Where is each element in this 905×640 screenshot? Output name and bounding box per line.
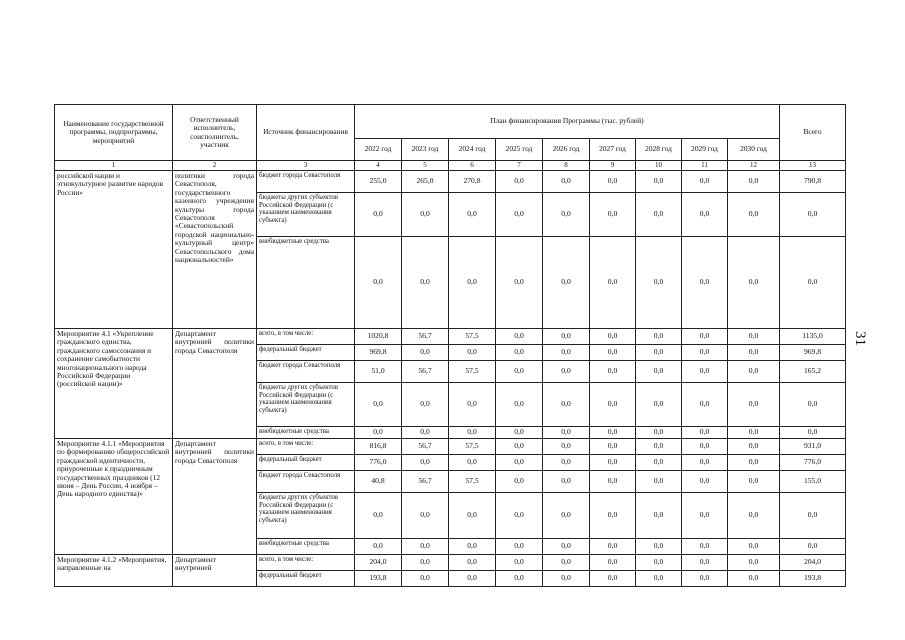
year-value: 0,0 <box>402 383 449 427</box>
year-value: 0,0 <box>636 455 682 471</box>
column-number-9: 9 <box>590 161 636 171</box>
year-value: 0,0 <box>449 571 496 587</box>
header-year-3: 2024 год <box>449 139 496 161</box>
year-value: 0,0 <box>496 455 543 471</box>
year-value: 1020,8 <box>355 329 402 345</box>
year-value: 0,0 <box>496 329 543 345</box>
total-value: 155,0 <box>780 471 846 493</box>
year-value: 0,0 <box>728 471 780 493</box>
year-value: 0,0 <box>496 383 543 427</box>
year-value: 0,0 <box>590 193 636 237</box>
total-value: 790,8 <box>780 171 846 193</box>
year-value: 0,0 <box>728 427 780 439</box>
year-value: 0,0 <box>590 571 636 587</box>
year-value: 51,0 <box>355 361 402 383</box>
funding-source: бюджет города Севастополя <box>257 471 355 493</box>
year-value: 0,0 <box>402 237 449 329</box>
year-value: 0,0 <box>402 571 449 587</box>
header-year-9: 2030 год <box>728 139 780 161</box>
header-total: Всего <box>780 105 846 161</box>
year-value: 0,0 <box>402 193 449 237</box>
year-value: 0,0 <box>682 471 728 493</box>
funding-source: бюджет города Севастополя <box>257 361 355 383</box>
year-value: 0,0 <box>590 555 636 571</box>
total-value: 0,0 <box>780 493 846 539</box>
year-value: 0,0 <box>636 171 682 193</box>
program-item-name: Мероприятие 4.1.1 «Мероприятия по формированию общероссийской гражданской идентичности, приуроченные к праздничным государственных праздников (12 июня – День России, 4 ноября – День народного единства)» <box>55 439 173 555</box>
funding-source: бюджеты других субъектов Российской Федерации (с указанием наименования субъекта) <box>257 193 355 237</box>
header-year-7: 2028 год <box>636 139 682 161</box>
year-value: 56,7 <box>402 471 449 493</box>
header-year-8: 2029 год <box>682 139 728 161</box>
year-value: 0,0 <box>682 439 728 455</box>
funding-source: федеральный бюджет <box>257 571 355 587</box>
funding-source: внебюджетные средства <box>257 237 355 329</box>
year-value: 0,0 <box>728 237 780 329</box>
year-value: 0,0 <box>543 439 590 455</box>
year-value: 255,0 <box>355 171 402 193</box>
year-value: 0,0 <box>543 471 590 493</box>
year-value: 0,0 <box>728 361 780 383</box>
funding-source: всего, в том числе: <box>257 439 355 455</box>
year-value: 57,5 <box>449 439 496 455</box>
column-number-6: 6 <box>449 161 496 171</box>
total-value: 931,0 <box>780 439 846 455</box>
year-value: 0,0 <box>728 555 780 571</box>
year-value: 0,0 <box>543 555 590 571</box>
year-value: 0,0 <box>728 539 780 555</box>
year-value: 0,0 <box>590 493 636 539</box>
funding-source: бюджет города Севастополя <box>257 171 355 193</box>
year-value: 0,0 <box>728 439 780 455</box>
year-value: 0,0 <box>496 539 543 555</box>
total-value: 969,8 <box>780 345 846 361</box>
column-number-2: 2 <box>173 161 257 171</box>
year-value: 0,0 <box>636 555 682 571</box>
year-value: 56,7 <box>402 361 449 383</box>
year-value: 0,0 <box>636 329 682 345</box>
year-value: 0,0 <box>728 383 780 427</box>
year-value: 0,0 <box>636 427 682 439</box>
column-number-10: 10 <box>636 161 682 171</box>
header-year-4: 2025 год <box>496 139 543 161</box>
year-value: 0,0 <box>355 539 402 555</box>
year-value: 0,0 <box>496 571 543 587</box>
funding-source: всего, в том числе: <box>257 555 355 571</box>
year-value: 0,0 <box>590 383 636 427</box>
year-value: 57,5 <box>449 329 496 345</box>
year-value: 0,0 <box>682 555 728 571</box>
year-value: 0,0 <box>636 345 682 361</box>
column-number-11: 11 <box>682 161 728 171</box>
total-value: 776,0 <box>780 455 846 471</box>
year-value: 0,0 <box>728 345 780 361</box>
year-value: 193,8 <box>355 571 402 587</box>
year-value: 0,0 <box>496 555 543 571</box>
column-number-5: 5 <box>402 161 449 171</box>
year-value: 0,0 <box>496 427 543 439</box>
funding-source: федеральный бюджет <box>257 345 355 361</box>
year-value: 0,0 <box>590 171 636 193</box>
year-value: 0,0 <box>449 237 496 329</box>
year-value: 0,0 <box>682 361 728 383</box>
program-item-name: Мероприятие 4.1 «Укрепление гражданского единства, гражданского самосознания и сохранение самобытности многонационального народа Российской Федерации (российской нации)» <box>55 329 173 439</box>
year-value: 265,0 <box>402 171 449 193</box>
funding-source: внебюджетные средства <box>257 539 355 555</box>
year-value: 0,0 <box>728 571 780 587</box>
year-value: 0,0 <box>402 555 449 571</box>
year-value: 0,0 <box>496 171 543 193</box>
year-value: 0,0 <box>636 383 682 427</box>
year-value: 0,0 <box>402 455 449 471</box>
year-value: 40,8 <box>355 471 402 493</box>
year-value: 0,0 <box>449 427 496 439</box>
year-value: 0,0 <box>496 439 543 455</box>
financing-table <box>54 104 846 587</box>
year-value: 204,0 <box>355 555 402 571</box>
year-value: 0,0 <box>636 237 682 329</box>
year-value: 0,0 <box>543 193 590 237</box>
header-year-6: 2027 год <box>590 139 636 161</box>
funding-source: бюджеты других субъектов Российской Федерации (с указанием наименования субъекта) <box>257 493 355 539</box>
year-value: 270,8 <box>449 171 496 193</box>
total-value: 0,0 <box>780 427 846 439</box>
table-row <box>55 329 846 345</box>
total-value: 193,8 <box>780 571 846 587</box>
year-value: 0,0 <box>728 329 780 345</box>
year-value: 0,0 <box>590 237 636 329</box>
table-row <box>55 555 846 571</box>
year-value: 0,0 <box>682 345 728 361</box>
table-row <box>55 439 846 455</box>
header-year-2: 2023 год <box>402 139 449 161</box>
total-value: 0,0 <box>780 193 846 237</box>
year-value: 0,0 <box>449 493 496 539</box>
year-value: 0,0 <box>543 329 590 345</box>
year-value: 0,0 <box>449 345 496 361</box>
year-value: 0,0 <box>682 427 728 439</box>
year-value: 0,0 <box>402 427 449 439</box>
year-value: 0,0 <box>449 539 496 555</box>
total-value: 0,0 <box>780 383 846 427</box>
year-value: 0,0 <box>636 539 682 555</box>
year-value: 0,0 <box>449 555 496 571</box>
year-value: 0,0 <box>682 571 728 587</box>
responsible-executor: Департамент внутренней <box>173 555 257 587</box>
year-value: 969,8 <box>355 345 402 361</box>
year-value: 0,0 <box>636 571 682 587</box>
year-value: 0,0 <box>355 193 402 237</box>
year-value: 0,0 <box>543 171 590 193</box>
year-value: 0,0 <box>496 237 543 329</box>
year-value: 0,0 <box>543 427 590 439</box>
year-value: 0,0 <box>636 439 682 455</box>
header-year-5: 2026 год <box>543 139 590 161</box>
year-value: 0,0 <box>402 539 449 555</box>
year-value: 0,0 <box>543 493 590 539</box>
year-value: 0,0 <box>636 361 682 383</box>
year-value: 0,0 <box>682 539 728 555</box>
page-number: 31 <box>852 331 868 346</box>
year-value: 0,0 <box>355 237 402 329</box>
column-number-7: 7 <box>496 161 543 171</box>
year-value: 0,0 <box>682 329 728 345</box>
column-number-3: 3 <box>257 161 355 171</box>
funding-source: внебюджетные средства <box>257 427 355 439</box>
responsible-executor: Департамент внутренней политики города Севастополя <box>173 439 257 555</box>
header-source: Источник финансирования <box>257 105 355 161</box>
year-value: 0,0 <box>728 455 780 471</box>
year-value: 0,0 <box>590 439 636 455</box>
year-value: 0,0 <box>355 427 402 439</box>
header-year-1: 2022 год <box>355 139 402 161</box>
year-value: 0,0 <box>636 493 682 539</box>
column-number-8: 8 <box>543 161 590 171</box>
year-value: 0,0 <box>682 455 728 471</box>
year-value: 0,0 <box>590 455 636 471</box>
year-value: 0,0 <box>728 171 780 193</box>
table-row <box>55 171 846 193</box>
year-value: 0,0 <box>682 237 728 329</box>
header-responsible: Ответственный исполнитель, соисполнитель, участник <box>173 105 257 161</box>
year-value: 0,0 <box>682 171 728 193</box>
program-item-name: Мероприятие 4.1.2 «Мероприятия, направленные на <box>55 555 173 587</box>
total-value: 0,0 <box>780 237 846 329</box>
year-value: 56,7 <box>402 329 449 345</box>
year-value: 776,0 <box>355 455 402 471</box>
year-value: 0,0 <box>590 361 636 383</box>
year-value: 0,0 <box>636 193 682 237</box>
year-value: 57,5 <box>449 361 496 383</box>
funding-source: федеральный бюджет <box>257 455 355 471</box>
year-value: 0,0 <box>496 493 543 539</box>
year-value: 0,0 <box>728 493 780 539</box>
year-value: 0,0 <box>590 345 636 361</box>
year-value: 57,5 <box>449 471 496 493</box>
funding-source: бюджеты других субъектов Российской Федерации (с указанием наименования субъекта) <box>257 383 355 427</box>
year-value: 0,0 <box>590 329 636 345</box>
year-value: 0,0 <box>496 345 543 361</box>
year-value: 0,0 <box>543 345 590 361</box>
year-value: 0,0 <box>543 571 590 587</box>
total-value: 204,0 <box>780 555 846 571</box>
total-value: 1135,0 <box>780 329 846 345</box>
column-number-12: 12 <box>728 161 780 171</box>
year-value: 0,0 <box>636 471 682 493</box>
year-value: 0,0 <box>449 455 496 471</box>
year-value: 0,0 <box>543 455 590 471</box>
year-value: 0,0 <box>543 361 590 383</box>
program-item-name: российской нации и этнокультурное развитие народов России» <box>55 171 173 329</box>
year-value: 0,0 <box>355 383 402 427</box>
year-value: 0,0 <box>682 193 728 237</box>
year-value: 0,0 <box>543 383 590 427</box>
year-value: 0,0 <box>402 493 449 539</box>
column-number-1: 1 <box>55 161 173 171</box>
year-value: 0,0 <box>590 471 636 493</box>
financing-table-container <box>54 104 823 587</box>
responsible-executor: Департамент внутренней политики города Севастополя <box>173 329 257 439</box>
year-value: 0,0 <box>449 193 496 237</box>
year-value: 0,0 <box>496 471 543 493</box>
year-value: 0,0 <box>449 383 496 427</box>
year-value: 0,0 <box>402 345 449 361</box>
total-value: 0,0 <box>780 539 846 555</box>
year-value: 0,0 <box>496 193 543 237</box>
header-plan: План финансирования Программы (тыс. рублей) <box>355 105 780 139</box>
responsible-executor: политики города Севастополя, государственного казенного учреждения культуры города Севастополя «Севастопольский городской национально-культурный центр» Севастопольского дома национальностей» <box>173 171 257 329</box>
year-value: 56,7 <box>402 439 449 455</box>
funding-source: всего, в том числе: <box>257 329 355 345</box>
year-value: 0,0 <box>355 493 402 539</box>
year-value: 0,0 <box>728 193 780 237</box>
total-value: 165,2 <box>780 361 846 383</box>
year-value: 816,8 <box>355 439 402 455</box>
year-value: 0,0 <box>590 539 636 555</box>
year-value: 0,0 <box>682 493 728 539</box>
column-number-13: 13 <box>780 161 846 171</box>
column-number-4: 4 <box>355 161 402 171</box>
year-value: 0,0 <box>496 361 543 383</box>
year-value: 0,0 <box>682 383 728 427</box>
year-value: 0,0 <box>543 237 590 329</box>
header-name: Наименование государственной программы, подпрограммы, мероприятий <box>55 105 173 161</box>
year-value: 0,0 <box>543 539 590 555</box>
year-value: 0,0 <box>590 427 636 439</box>
